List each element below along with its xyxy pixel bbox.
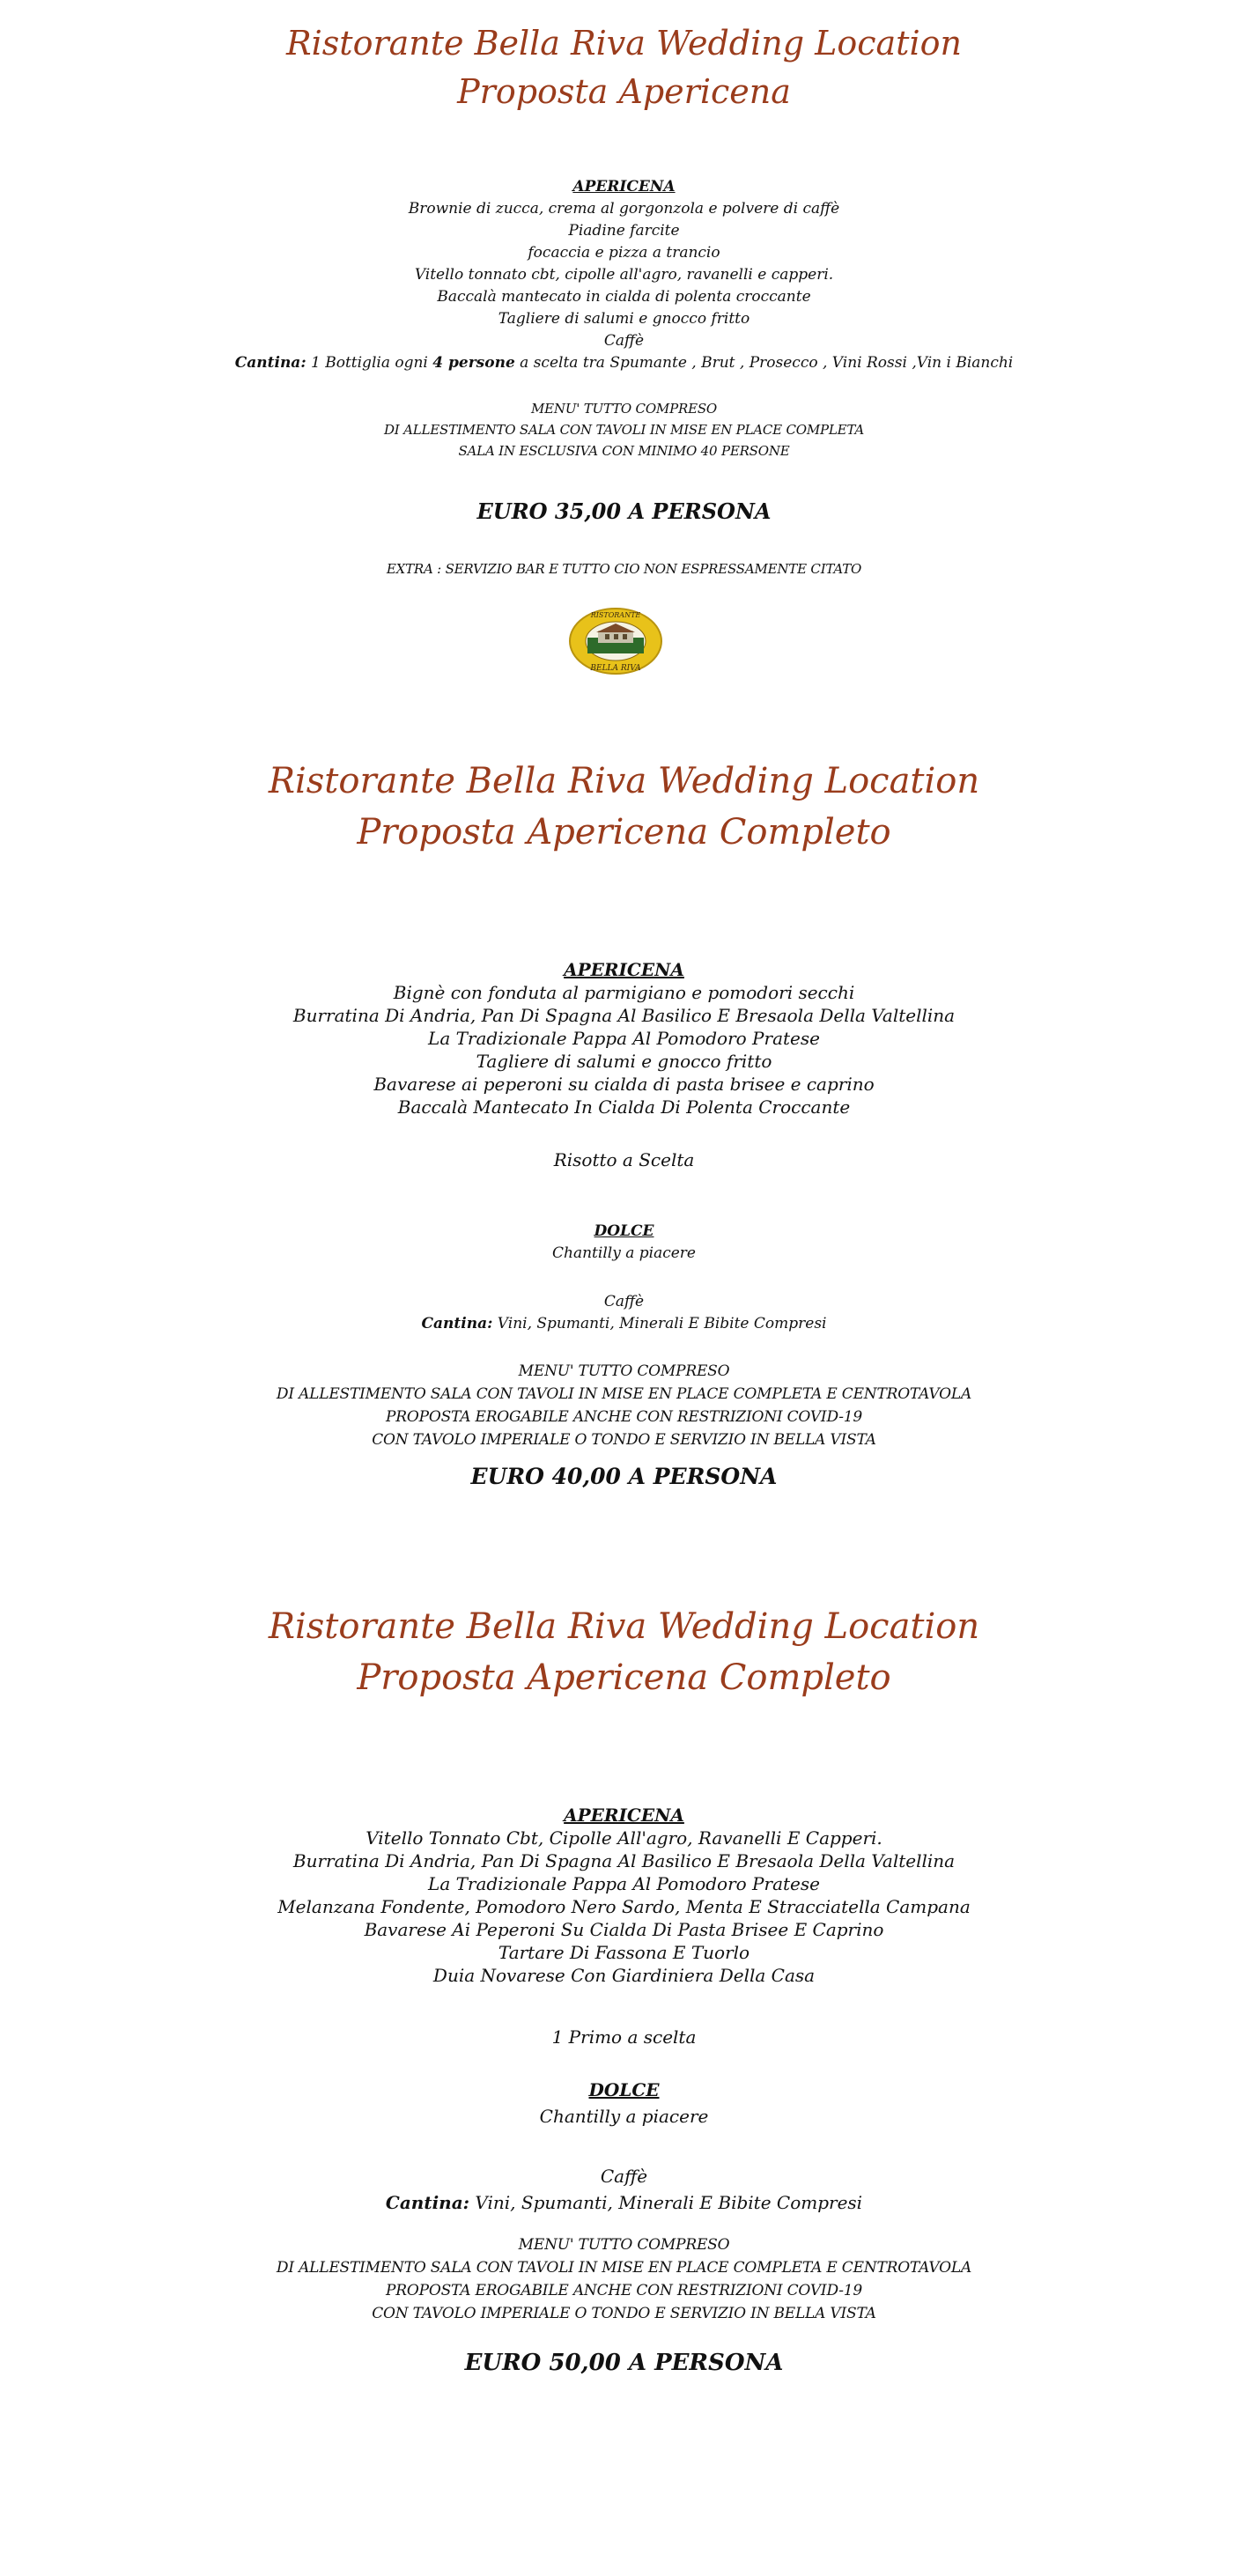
- section1-item: Piadine farcite: [568, 222, 680, 240]
- section1-notes: [0, 398, 1248, 461]
- section1-item: Vitello tonnato cbt, cipolle all'agro, ravanelli e capperi.: [414, 266, 834, 284]
- section3-cantina-label: Cantina:: [385, 2192, 470, 2213]
- section1-title-line1: Ristorante Bella Riva Wedding Location: [286, 24, 962, 63]
- logo-bottom-text: BELLA RIVA: [590, 664, 641, 673]
- section2-caffe: Caffè: [603, 1293, 645, 1310]
- section2-title-line2: Proposta Apericena Completo: [357, 812, 891, 853]
- section1-price: EURO 35,00 A PERSONA: [476, 498, 772, 524]
- section2-item: Bavarese ai peperoni su cialda di pasta brisee e caprino: [373, 1074, 875, 1095]
- section3-notes: [0, 2233, 1248, 2325]
- restaurant-logo: [568, 606, 663, 676]
- section2-dolce-item: Chantilly a piacere: [552, 1244, 696, 1262]
- section2-risotto-wrap: [0, 1148, 1248, 1171]
- section3-primo: 1 Primo a scelta: [551, 2026, 697, 2048]
- section1-title: [0, 19, 1248, 116]
- section3-title-line2: Proposta Apericena Completo: [357, 1657, 891, 1698]
- section3-title-line1: Ristorante Bella Riva Wedding Location: [268, 1606, 980, 1647]
- section2-cantina-label: Cantina:: [421, 1315, 493, 1332]
- section1-item: Baccalà mantecato in cialda di polenta croccante: [437, 288, 811, 306]
- section3-dolce-item: Chantilly a piacere: [539, 2106, 709, 2127]
- logo-icon: [568, 606, 663, 676]
- section1-note: SALA IN ESCLUSIVA CON MINIMO 40 PERSONE: [458, 443, 790, 459]
- logo-top-text: RISTORANTE: [590, 611, 641, 619]
- section2-caffe-block: [0, 1291, 1248, 1335]
- section3-price: EURO 50,00 A PERSONA: [464, 2350, 784, 2376]
- section3-heading: APERICENA: [564, 1805, 684, 1826]
- section1-cantina-text-b: a scelta tra Spumante , Brut , Prosecco , Vini Rossi ,Vin i Bianchi: [514, 354, 1014, 372]
- section3-caffe: Caffè: [600, 2166, 648, 2187]
- section3-note: PROPOSTA EROGABILE ANCHE CON RESTRIZIONI COVID-19: [386, 2282, 862, 2299]
- section2-note: PROPOSTA EROGABILE ANCHE CON RESTRIZIONI COVID-19: [386, 1408, 862, 1426]
- section2-notes: [0, 1360, 1248, 1451]
- section3-dolce-heading: DOLCE: [588, 2079, 660, 2100]
- section3-note: DI ALLESTIMENTO SALA CON TAVOLI IN MISE EN PLACE COMPLETA E CENTROTAVOLA: [276, 2259, 972, 2277]
- section2-item: Bignè con fonduta al parmigiano e pomodori secchi: [393, 982, 855, 1003]
- section2-item: Burratina Di Andria, Pan Di Spagna Al Basilico E Bresaola Della Valtellina: [292, 1005, 956, 1026]
- section3-item: Duia Novarese Con Giardiniera Della Casa: [432, 1965, 816, 1986]
- section2-dolce: [0, 1221, 1248, 1265]
- section3-caffe-block: [0, 2163, 1248, 2216]
- section2-item: La Tradizionale Pappa Al Pomodoro Pratese: [428, 1028, 820, 1049]
- section2-cantina: [0, 1313, 1248, 1335]
- section1-cantina-label: Cantina:: [234, 354, 306, 372]
- section3-item: Bavarese Ai Peperoni Su Cialda Di Pasta Brisee E Caprino: [364, 1919, 884, 1940]
- section1-extra-wrap: [0, 558, 1248, 579]
- section2-item: Baccalà Mantecato In Cialda Di Polenta Croccante: [397, 1096, 851, 1118]
- section2-title-line1: Ristorante Bella Riva Wedding Location: [268, 761, 980, 801]
- section2-item: Tagliere di salumi e gnocco fritto: [476, 1051, 772, 1072]
- section3-item: Melanzana Fondente, Pomodoro Nero Sardo, Menta E Stracciatella Campana: [277, 1896, 971, 1917]
- section2-note: MENU' TUTTO COMPRESO: [518, 1362, 730, 1380]
- section3-item: Burratina Di Andria, Pan Di Spagna Al Basilico E Bresaola Della Valtellina: [292, 1850, 956, 1871]
- section1-item: Caffè: [603, 332, 645, 350]
- section1-item: Brownie di zucca, crema al gorgonzola e polvere di caffè: [408, 200, 840, 218]
- section2-dolce-heading: DOLCE: [594, 1222, 654, 1240]
- section2-note: CON TAVOLO IMPERIALE O TONDO E SERVIZIO IN BELLA VISTA: [372, 1431, 876, 1449]
- section3-menu: [0, 1804, 1248, 1987]
- section1-extra: EXTRA : SERVIZIO BAR E TUTTO CIO NON ESPRESSAMENTE CITATO: [386, 561, 862, 577]
- section3-note: CON TAVOLO IMPERIALE O TONDO E SERVIZIO IN BELLA VISTA: [372, 2305, 876, 2322]
- section3-item: Tartare Di Fassona E Tuorlo: [498, 1942, 750, 1963]
- section2-menu: [0, 958, 1248, 1118]
- section2-note: DI ALLESTIMENTO SALA CON TAVOLI IN MISE EN PLACE COMPLETA E CENTROTAVOLA: [276, 1385, 972, 1403]
- section2-risotto: Risotto a Scelta: [553, 1149, 695, 1170]
- section1-cantina: [0, 352, 1248, 374]
- section1-title-line2: Proposta Apericena: [457, 72, 791, 112]
- section2-price: EURO 40,00 A PERSONA: [470, 1464, 778, 1489]
- section2-heading: APERICENA: [564, 959, 684, 980]
- section1-menu: [0, 176, 1248, 374]
- section3-cantina: [0, 2189, 1248, 2216]
- section3-primo-wrap: [0, 2026, 1248, 2048]
- section1-price-wrap: [0, 498, 1248, 524]
- section3-cantina-text: Vini, Spumanti, Minerali E Bibite Compresi: [469, 2192, 863, 2213]
- section3-price-wrap: [0, 2350, 1248, 2376]
- section3-item: La Tradizionale Pappa Al Pomodoro Pratese: [428, 1873, 820, 1894]
- section2-cantina-text: Vini, Spumanti, Minerali E Bibite Compresi: [492, 1315, 827, 1332]
- section1-note: MENU' TUTTO COMPRESO: [530, 401, 717, 417]
- section2-price-wrap: [0, 1464, 1248, 1489]
- section2-title: [0, 756, 1248, 858]
- section1-cantina-bold: 4 persone: [432, 354, 515, 372]
- section1-item: Tagliere di salumi e gnocco fritto: [498, 310, 750, 328]
- section1-item: focaccia e pizza a trancio: [528, 244, 720, 262]
- section3-title: [0, 1601, 1248, 1703]
- section3-item: Vitello Tonnato Cbt, Cipolle All'agro, Ravanelli E Capperi.: [366, 1827, 882, 1849]
- section1-cantina-text-a: 1 Bottiglia ogni: [306, 354, 433, 372]
- section3-dolce: [0, 2077, 1248, 2129]
- section3-note: MENU' TUTTO COMPRESO: [518, 2236, 730, 2254]
- section1-heading: APERICENA: [572, 178, 676, 196]
- section1-note: DI ALLESTIMENTO SALA CON TAVOLI IN MISE EN PLACE COMPLETA: [383, 422, 865, 438]
